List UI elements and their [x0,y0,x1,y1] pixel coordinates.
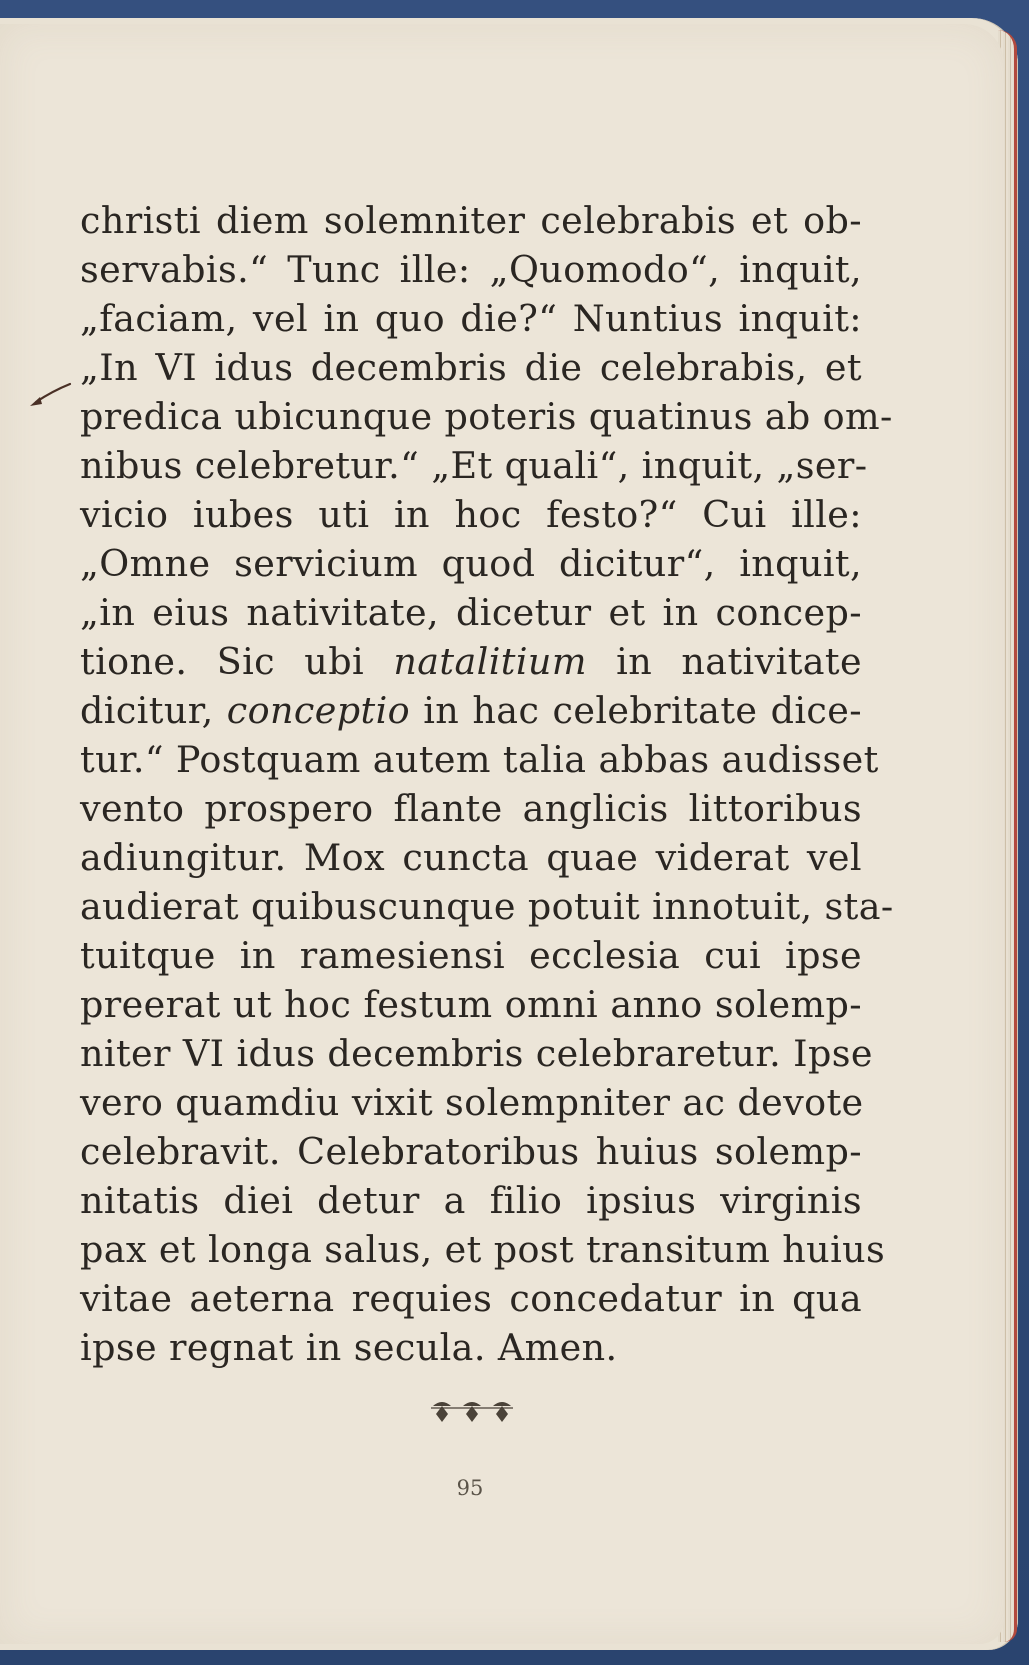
text-line: vicio iubes uti in hoc festo?“ Cui ille: [80,493,862,536]
text-line: nitatis diei detur a filio ipsius virginis [80,1179,862,1222]
text-line: servabis.“ Tunc ille: „Quomodo“, inquit, [80,248,862,291]
text-segment: in nativitate [586,640,863,683]
text-line: celebravit. Celebratoribus huius solemp- [80,1130,862,1173]
text-segment: tione. Sic ubi [80,640,394,683]
italic-term: natalitium [393,640,587,683]
text-line: „in eius nativitate, dicetur et in concep- [80,591,862,634]
text-line: audierat quibuscunque potuit innotuit, sta- [80,885,894,928]
text-line: pax et longa salus, et post transitum huius [80,1228,886,1271]
text-line: vero quamdiu vixit solempniter ac devote [80,1081,864,1124]
text-line [80,637,862,686]
text-line: adiungitur. Mox cuncta quae viderat vel [80,836,862,879]
text-line: nibus celebretur.“ „Et quali“, inquit, „ser- [80,444,868,487]
pencil-arrow-icon [26,380,72,410]
text-segment: dicitur, [80,689,227,732]
italic-term: conceptio [226,689,411,732]
page-number: 95 [456,1476,484,1500]
text-line: vento prospero flante anglicis littoribus [80,787,862,830]
text-line: „Omne servicium quod dicitur“, inquit, [80,542,862,585]
book-page [0,24,1004,1644]
body-text [80,196,894,1372]
text-line: tur.“ Postquam autem talia abbas audisset [80,738,879,781]
text-line: vitae aeterna requies concedatur in qua [80,1277,862,1320]
text-line: ipse regnat in secula. Amen. [80,1326,618,1369]
text-line: tuitque in ramesiensi ecclesia cui ipse [80,934,862,977]
triple-fleuron-icon [427,1396,517,1426]
text-line: niter VI idus decembris celebraretur. Ipse [80,1032,873,1075]
text-line [80,686,862,735]
text-line: „faciam, vel in quo die?“ Nuntius inquit: [80,297,862,340]
text-line: predica ubicunque poteris quatinus ab om- [80,395,893,438]
text-line: „In VI idus decembris die celebrabis, et [80,346,862,389]
text-segment: in hac celebritate dice- [410,689,862,732]
text-line: preerat ut hoc festum omni anno solemp- [80,983,862,1026]
text-line: christi diem solemniter celebrabis et ob- [80,199,862,242]
